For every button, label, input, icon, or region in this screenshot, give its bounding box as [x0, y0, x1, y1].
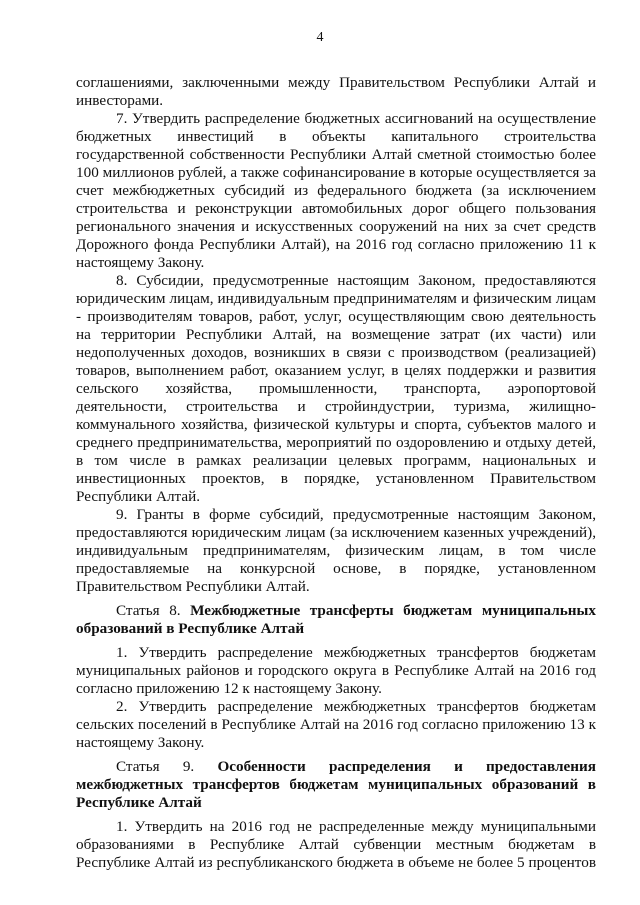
page-number: 4 [316, 30, 324, 45]
document-body [76, 74, 596, 872]
article-8-heading [76, 602, 596, 638]
article-9-title: Особенности распределения и предоставления межбюджетных трансфертов бюджетам муниципальных образований в Республике Алтай [76, 758, 596, 811]
paragraph-9: 9. Гранты в форме субсидий, предусмотренные настоящим Законом, предоставляются юридическим лицам (за исключением казенных учреждений), индивидуальным предпринимателям, физическим лицам, в том числе предоставляемые на конкурсной основе, в порядке, установленном Правительством Республики Алтай. [76, 506, 596, 595]
article-8-item-1: 1. Утвердить распределение межбюджетных трансфертов бюджетам муниципальных районов и городского округа в Республике Алтай на 2016 год согласно приложению 12 к настоящему Закону. [76, 644, 596, 697]
article-9-item-1: 1. Утвердить на 2016 год не распределенные между муниципальными образованиями в Республике Алтай субвенции местным бюджетам в Республике Алтай из республиканского бюджета в объеме не более 5 процентов [76, 818, 596, 871]
paragraph-continuation: соглашениями, заключенными между Правительством Республики Алтай и инвесторами. [76, 74, 596, 109]
paragraph-7: 7. Утвердить распределение бюджетных ассигнований на осуществление бюджетных инвестиций в объекты капитального строительства государственной собственности Республики Алтай сметной стоимостью более 100 миллионов рублей, а также софинансирование в которые осуществляется за счет межбюджетных субсидий из федерального бюджета (за исключением строительства и реконструкции автомобильных дорог общего пользования регионального значения и искусственных сооружений на них за счет средств Дорожного фонда Республики Алтай), на 2016 год согласно приложению 11 к настоящему Закону. [76, 110, 596, 271]
paragraph-8: 8. Субсидии, предусмотренные настоящим Законом, предоставляются юридическим лицам, индивидуальным предпринимателям и физическим лицам - производителям товаров, работ, услуг, осуществляющим свою деятельность на территории Республики Алтай, на возмещение затрат (их части) или недополученных доходов, возникших в связи с производством (реализацией) товаров, выполнением работ, оказанием услуг, в целях поддержки и развития сельского хозяйства, промышленности, транспорта, аэропортовой деятельности, строительства и стройиндустрии, туризма, жилищно-коммунального хозяйства, физической культуры и спорта, субъектов малого и среднего предпринимательства, мероприятий по оздоровлению и отдыху детей, в том числе в рамках реализации целевых программ, национальных и инвестиционных проектов, в порядке, установленном Правительством Республики Алтай. [76, 272, 596, 505]
article-8-prefix: Статья 8. [116, 602, 181, 619]
article-8-title: Межбюджетные трансферты бюджетам муниципальных образований в Республике Алтай [76, 602, 596, 637]
article-9-heading [76, 758, 596, 812]
article-8-item-2: 2. Утвердить распределение межбюджетных трансфертов бюджетам сельских поселений в Республике Алтай на 2016 год согласно приложению 13 к настоящему Закону. [76, 698, 596, 751]
article-9-prefix: Статья 9. [116, 758, 195, 775]
